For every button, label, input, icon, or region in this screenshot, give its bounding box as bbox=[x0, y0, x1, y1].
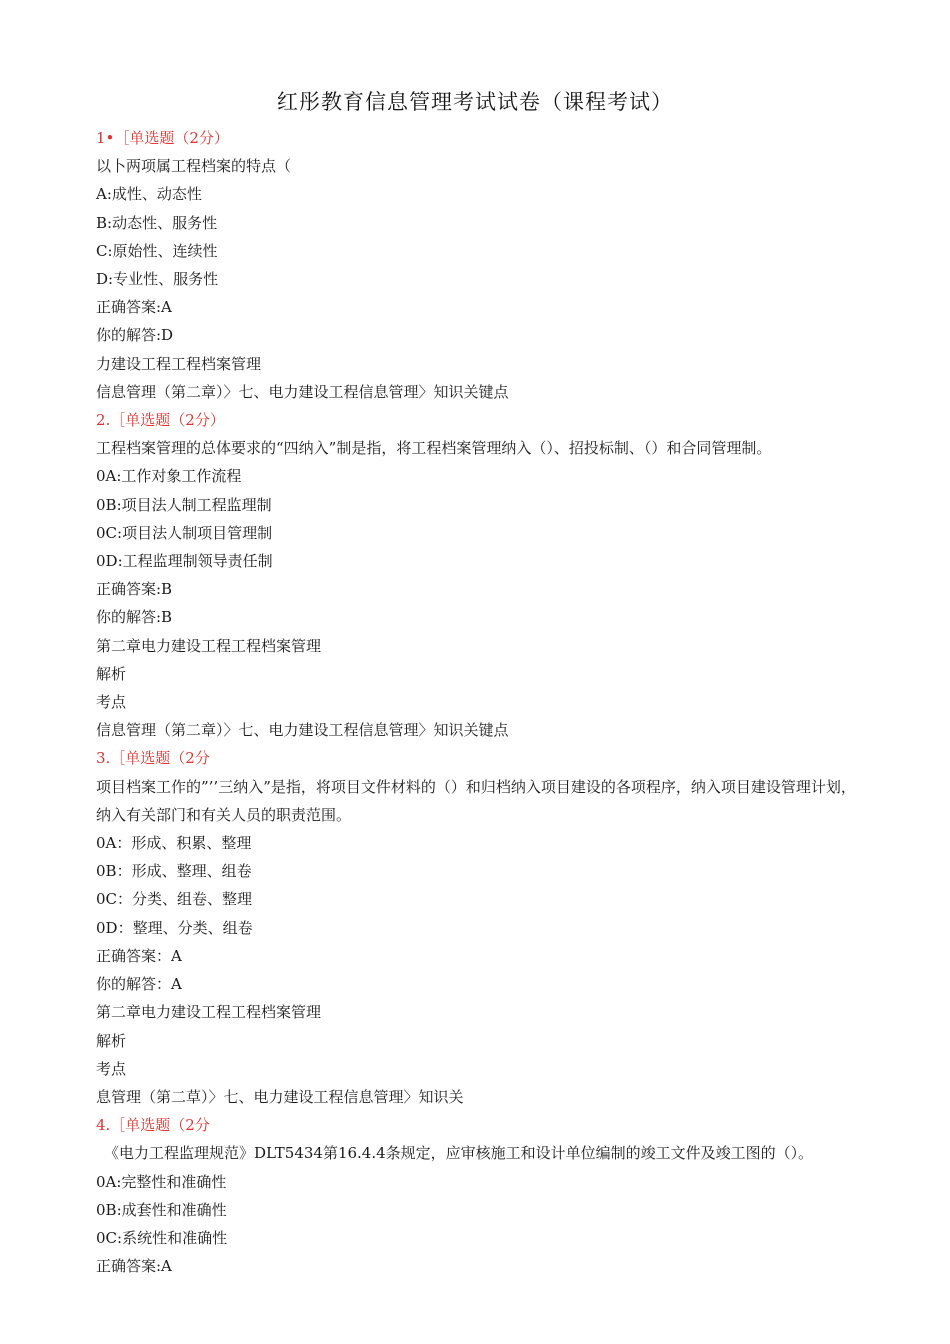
option-c: 0C:项目法人制项目管理制 bbox=[96, 523, 273, 542]
option-b: 0B：形成、整理、组卷 bbox=[96, 862, 252, 881]
chapter-line: 第二章电力建设工程工程档案管理 bbox=[96, 636, 322, 655]
option-b: 0B:项目法人制工程监理制 bbox=[96, 495, 272, 514]
option-c: C:原始性、连续性 bbox=[96, 241, 218, 260]
question-stem: 《电力工程监理规范》DLT5434第16.4.4条规定，应审核施工和设计单位编制的竣工文件及竣工图的（）。 bbox=[104, 1144, 814, 1163]
question-header: 3.［单选题（2分 bbox=[96, 749, 210, 768]
question-1 bbox=[96, 124, 866, 406]
page-title: 红彤教育信息管理考试试卷（课程考试） bbox=[277, 90, 673, 114]
option-a: 0A:工作对象工作流程 bbox=[96, 467, 242, 486]
correct-answer: 正确答案:B bbox=[96, 580, 173, 599]
question-4 bbox=[96, 1111, 866, 1280]
question-header: 1•［单选题（2分） bbox=[96, 129, 229, 147]
question-list bbox=[96, 124, 866, 1280]
correct-answer: 正确答案：A bbox=[96, 946, 182, 965]
question-stem: 工程档案管理的总体要求的“四纳入”制是指，将工程档案管理纳入（）、招投标制、（）和合同管理制。 bbox=[96, 439, 772, 458]
note-line: 力建设工程工程档案管理 bbox=[96, 354, 262, 373]
correct-answer: 正确答案:A bbox=[96, 1257, 172, 1276]
your-answer: 你的解答:D bbox=[96, 326, 174, 345]
question-2 bbox=[96, 406, 866, 744]
option-a: 0A：形成、积累、整理 bbox=[96, 834, 252, 853]
question-header: 2.［单选题（2分） bbox=[96, 411, 225, 430]
option-c: 0C:系统性和准确性 bbox=[96, 1228, 228, 1247]
option-d: 0D:工程监理制领导责任制 bbox=[96, 552, 273, 571]
analysis-label: 解析 bbox=[96, 1031, 127, 1050]
analysis-label: 解析 bbox=[96, 664, 127, 683]
question-stem: 项目档案工作的”’’三纳入”是指，将项目文件材料的（）和归档纳入项目建设的各项程序，纳入项目建设管理计划，纳入有关部门和有关人员的职责范围。 bbox=[96, 777, 856, 824]
knowledge-point: 信息管理（第二章）〉七、电力建设工程信息管理〉知识关键点 bbox=[96, 721, 509, 740]
option-c: 0C：分类、组卷、整理 bbox=[96, 890, 253, 909]
chapter-line: 第二章电力建设工程工程档案管理 bbox=[96, 1003, 322, 1022]
option-b: B:动态性、服务性 bbox=[96, 213, 218, 232]
knowledge-point: 息管理（第二草）〉七、电力建设工程信息管理〉知识关 bbox=[96, 1087, 464, 1106]
question-3 bbox=[96, 744, 866, 1111]
option-d: D:专业性、服务性 bbox=[96, 270, 219, 289]
question-stem: 以卜两项属工程档案的特点（ bbox=[96, 157, 292, 176]
knowledge-point: 信息管理（第二章）〉七、电力建设工程信息管理〉知识关键点 bbox=[96, 382, 509, 401]
your-answer: 你的解答:B bbox=[96, 608, 173, 627]
question-header: 4.［单选题（2分 bbox=[96, 1116, 210, 1135]
option-a: A:成性、动态性 bbox=[96, 185, 202, 204]
option-d: 0D：整理、分类、组卷 bbox=[96, 918, 253, 937]
option-b: 0B:成套性和准确性 bbox=[96, 1200, 227, 1219]
correct-answer: 正确答案:A bbox=[96, 298, 172, 317]
option-a: 0A:完整性和准确性 bbox=[96, 1172, 227, 1191]
exam-point-label: 考点 bbox=[96, 693, 127, 712]
exam-point-label: 考点 bbox=[96, 1059, 127, 1078]
your-answer: 你的解答：A bbox=[96, 975, 182, 994]
